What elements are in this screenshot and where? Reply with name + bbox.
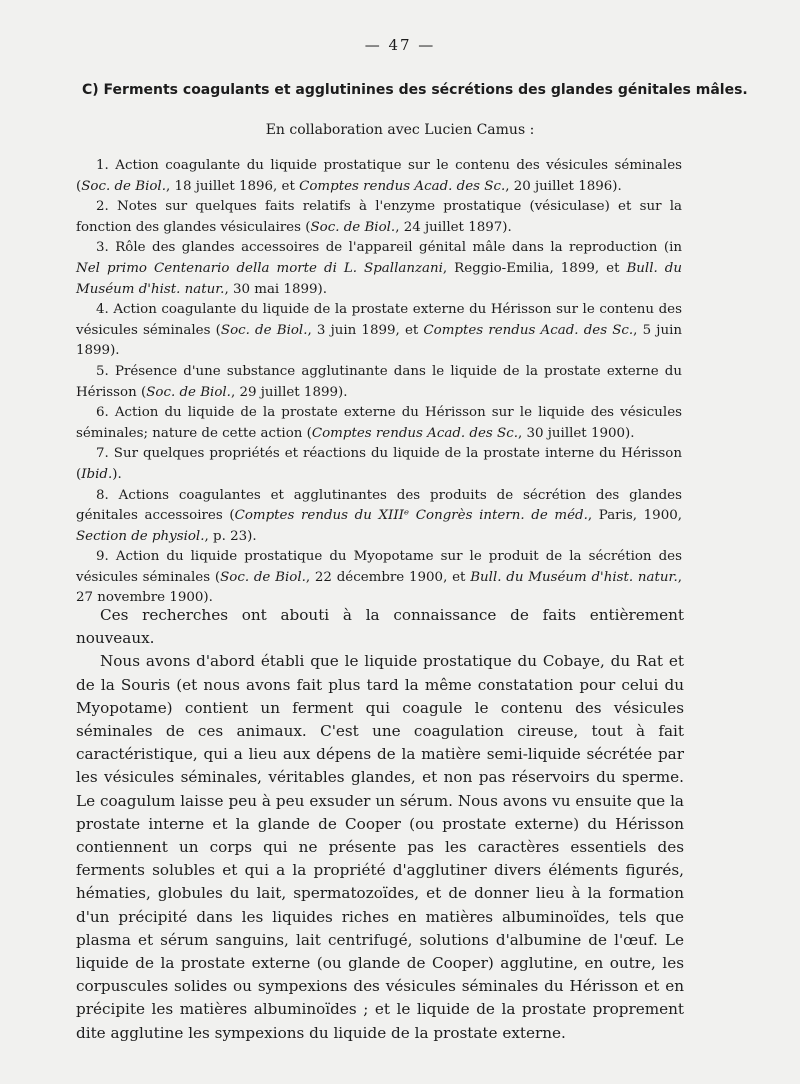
body-paragraph: Ces recherches ont abouti à la connaissance de faits entièrement nouveaux. bbox=[76, 606, 684, 648]
reference-text: , 24 juillet 1897). bbox=[395, 219, 512, 235]
body-paragraph: Nous avons d'abord établi que le liquide prostatique du Cobaye, du Rat et de la Souris (et nous avons fait plus tard la même constatation pour celui du Myopotame) contient un ferment qui coagule le contenu des vésicules séminales de ces animaux. C'est une coagulation cireuse, tout à fait caractéristique, qui a lieu aux dépens de la matière semi-liquide sécrétée par les vésicules séminales, véritables glandes, et non pas réservoirs du sperme. Le coagulum laisse peu à peu exsuder un sérum. Nous avons vu ensuite que la prostate interne et la glande de Cooper (ou prostate externe) du Hérisson contiennent un corps qui ne présente pas les caractères essentiels des ferments solubles et qui a la propriété d'agglutiner divers éléments figurés, hématies, globules du lait, spermatozoïdes, et de donner lieu à la formation d'un précipité dans les liquides riches en matières albuminoïdes, tels que plasma et sérum sanguins, lait centrifugé, solutions d'albumine de l'œuf. Le liquide de la prostate externe (ou glande de Cooper) agglutine, en outre, les corpuscules solides ou sympexions des vésicules séminales du Hérisson et en précipite les matières albuminoïdes ; et le liquide de la prostate proprement dite agglutine les sympexions du liquide de la prostate externe. bbox=[76, 652, 684, 1042]
reference-text: ). bbox=[112, 466, 122, 482]
reference-text: , 20 juillet 1896). bbox=[505, 178, 622, 194]
reference-text: , 29 juillet 1899). bbox=[230, 384, 348, 400]
reference-text: Action coagulante du liquide de la prostate externe du Hérisson sur le contenu des vésicules séminales ( bbox=[76, 302, 682, 338]
body-text bbox=[76, 604, 684, 1045]
reference-source: Bull. du Muséum d'hist. natur. bbox=[470, 569, 678, 585]
reference-text: , 30 juillet 1900). bbox=[517, 425, 635, 441]
reference-item bbox=[76, 156, 682, 197]
reference-item bbox=[76, 300, 682, 362]
reference-item bbox=[76, 197, 682, 238]
reference-item bbox=[76, 362, 682, 403]
reference-text: Action du liquide prostatique du Myopotame sur le produit de la sécrétion des vésicules séminales ( bbox=[76, 549, 682, 585]
reference-text: , 27 novembre 1900). bbox=[76, 569, 682, 606]
page-number: — 47 — bbox=[364, 36, 436, 54]
reference-text: Sur quelques propriétés et réactions du liquide de la prostate interne du Hérisson ( bbox=[76, 446, 682, 482]
reference-number: 3. bbox=[96, 240, 116, 256]
reference-text: Actions coagulantes et agglutinantes des produits de sécrétion des glandes génitales accessoires ( bbox=[76, 487, 682, 524]
reference-text: Action du liquide de la prostate externe du Hérisson sur le liquide des vésicules séminales; nature de cette action ( bbox=[76, 405, 682, 441]
reference-text: , 18 juillet 1896, et bbox=[165, 178, 300, 194]
reference-text: , Reggio-Emilia, 1899, et bbox=[442, 260, 627, 276]
reference-source: Nel primo Centenario della morte di L. Spallanzani bbox=[76, 260, 443, 276]
reference-source: Comptes rendus Acad. des Sc. bbox=[299, 178, 506, 194]
reference-text: , 22 décembre 1900, et bbox=[305, 569, 471, 585]
reference-number: 2. bbox=[96, 199, 118, 215]
reference-item bbox=[76, 238, 682, 300]
reference-text: , p. 23). bbox=[204, 528, 257, 544]
reference-number: 8. bbox=[96, 487, 119, 503]
reference-text: , 30 mai 1899). bbox=[224, 281, 328, 297]
reference-item bbox=[76, 486, 682, 548]
reference-list bbox=[76, 156, 682, 609]
reference-text: Notes sur quelques faits relatifs à l'enzyme prostatique (vésiculase) et sur la fonction des glandes vésiculaires ( bbox=[76, 199, 682, 235]
reference-source: Ibid. bbox=[81, 466, 113, 482]
reference-item bbox=[76, 403, 682, 444]
reference-text: Action coagulante du liquide prostatique sur le contenu des vésicules séminales ( bbox=[76, 158, 682, 194]
reference-text: Rôle des glandes accessoires de l'appareil génital mâle dans la reproduction (in bbox=[115, 240, 682, 256]
reference-number: 9. bbox=[96, 549, 116, 565]
reference-source: Soc. de Biol. bbox=[220, 569, 306, 585]
reference-item bbox=[76, 444, 682, 485]
reference-source: Soc. de Biol. bbox=[146, 384, 231, 400]
reference-item bbox=[76, 547, 682, 609]
reference-source: Bull. du Muséum d'hist. natur. bbox=[76, 260, 682, 297]
reference-source: Soc. de Biol. bbox=[220, 322, 308, 338]
reference-source: Comptes rendus du XIIIᵉ Congrès intern. de méd. bbox=[234, 508, 588, 524]
section-title: C) Ferments coagulants et agglutinines des sécrétions des glandes génitales mâles. bbox=[82, 82, 748, 98]
reference-number: 1. bbox=[96, 158, 116, 173]
reference-source: Soc. de Biol. bbox=[310, 219, 396, 235]
reference-number: 7. bbox=[96, 446, 114, 462]
reference-text: Présence d'une substance agglutinante dans le liquide de la prostate externe du Hérisson ( bbox=[76, 363, 682, 400]
reference-number: 4. bbox=[96, 302, 114, 318]
reference-text: , 3 juin 1899, et bbox=[307, 322, 424, 338]
reference-text: , Paris, 1900, bbox=[587, 508, 682, 524]
reference-source: Section de physiol. bbox=[76, 528, 205, 544]
collaboration-line: En collaboration avec Lucien Camus : bbox=[265, 122, 535, 138]
reference-number: 6. bbox=[96, 405, 115, 421]
reference-source: Soc. de Biol. bbox=[81, 178, 166, 194]
reference-text: , 5 juin 1899). bbox=[76, 322, 682, 359]
reference-number: 5. bbox=[96, 363, 115, 379]
reference-source: Comptes rendus Acad. des Sc. bbox=[423, 322, 634, 338]
reference-source: Comptes rendus Acad. des Sc. bbox=[311, 425, 518, 441]
